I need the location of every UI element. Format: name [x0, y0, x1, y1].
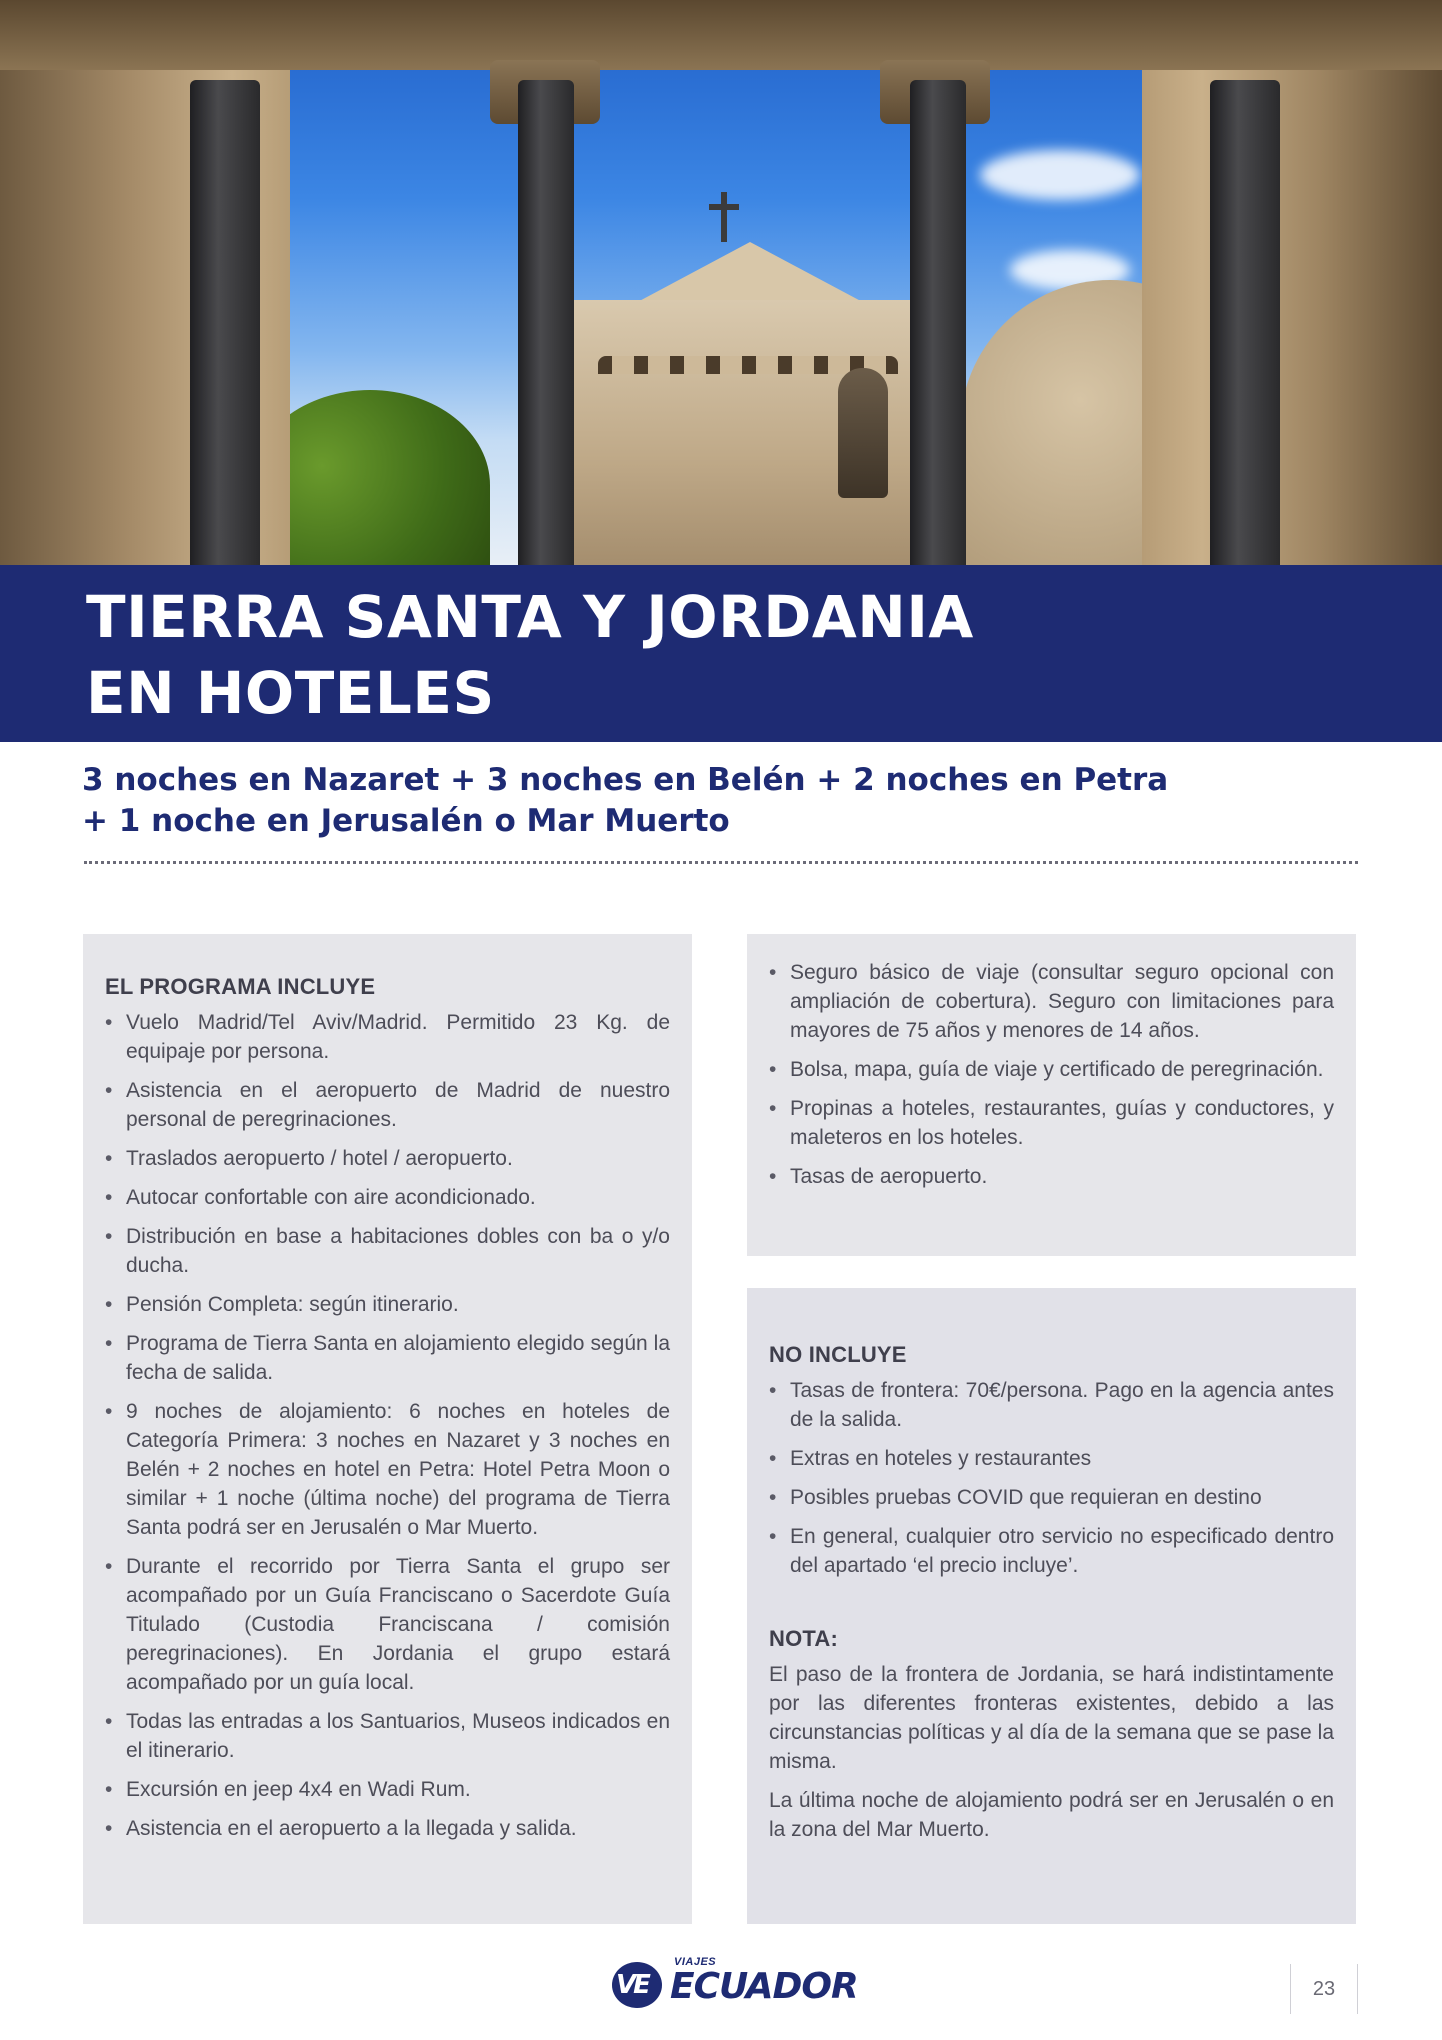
list-item: • En general, cualquier otro servicio no especificado dentro del apartado ‘el precio incluye’.	[769, 1522, 1334, 1580]
includes-heading: EL PROGRAMA INCLUYE	[105, 974, 376, 999]
list-item: • Extras en hoteles y restaurantes	[769, 1444, 1334, 1473]
includes-continued-list	[769, 958, 1334, 1191]
cloister-wall-right	[1142, 0, 1442, 565]
list-item: • Durante el recorrido por Tierra Santa el grupo ser acompañado por un Guía Franciscano o Sacerdote Guía Titulado (Custodia Franciscana / comisión peregrinaciones). En Jordania el grupo estará acompañado por un guía local.	[105, 1552, 670, 1697]
list-item: • Pensión Completa: según itinerario.	[105, 1290, 670, 1319]
list-item: • Tasas de frontera: 70€/persona. Pago en la agencia antes de la salida.	[769, 1376, 1334, 1434]
column	[518, 80, 574, 565]
includes-continued-box	[747, 934, 1356, 1256]
column	[1210, 80, 1280, 565]
list-item: • Vuelo Madrid/Tel Aviv/Madrid. Permitido 23 Kg. de equipaje por persona.	[105, 1008, 670, 1066]
list-item: • Autocar confortable con aire acondicionado.	[105, 1183, 670, 1212]
logo-big-text: ECUADOR	[670, 1966, 858, 2007]
includes-box	[83, 934, 692, 1924]
church-facade	[560, 300, 960, 565]
cloister-lintel	[0, 0, 1442, 70]
subtitle-line-2: + 1 noche en Jerusalén o Mar Muerto	[82, 803, 730, 839]
dotted-divider	[84, 861, 1358, 864]
list-item: • Traslados aeropuerto / hotel / aeropuerto.	[105, 1144, 670, 1173]
logo-mark-text: VE	[616, 1970, 648, 2000]
list-item: • 9 noches de alojamiento: 6 noches en hoteles de Categoría Primera: 3 noches en Nazaret y 3 noches en Belén + 2 noches en hotel en Petra: Hotel Petra Moon o similar + 1 noche (última noche) del programa de Tierra Santa podrá ser en Jerusalén o Mar Muerto.	[105, 1397, 670, 1542]
page-number: 23	[1290, 1964, 1358, 2014]
list-item: • Posibles pruebas COVID que requieran en destino	[769, 1483, 1334, 1512]
note-heading: NOTA:	[769, 1626, 839, 1651]
list-item: • Tasas de aeropuerto.	[769, 1162, 1334, 1191]
title-line-1: TIERRA SANTA Y JORDANIA	[86, 583, 974, 651]
column	[190, 80, 260, 565]
page-title	[86, 579, 974, 731]
includes-list	[105, 1008, 670, 1843]
note-paragraph: La última noche de alojamiento podrá ser en Jerusalén o en la zona del Mar Muerto.	[769, 1789, 1334, 1841]
list-item: • Todas las entradas a los Santuarios, Museos indicados en el itinerario.	[105, 1707, 670, 1765]
subtitle-line-1: 3 noches en Nazaret + 3 noches en Belén + 2 noches en Petra	[82, 762, 1169, 798]
list-item: • Propinas a hoteles, restaurantes, guías y conductores, y maleteros en los hoteles.	[769, 1094, 1334, 1152]
logo-mark-icon	[612, 1962, 662, 2008]
list-item: • Programa de Tierra Santa en alojamiento elegido según la fecha de salida.	[105, 1329, 670, 1387]
subtitle	[82, 760, 1362, 842]
cross-icon-bar	[709, 204, 739, 210]
cloud	[980, 150, 1140, 200]
list-item: • Excursión en jeep 4x4 en Wadi Rum.	[105, 1775, 670, 1804]
list-item: • Seguro básico de viaje (consultar seguro opcional con ampliación de cobertura). Seguro con limitaciones para mayores de 75 años y menores de 14 años.	[769, 958, 1334, 1045]
logo-small-text: VIAJES	[674, 1956, 717, 1968]
note-paragraph: El paso de la frontera de Jordania, se hará indistintamente por las diferentes fronteras existentes, debido a las circunstancias políticas y al día de la semana que se pase la misma.	[769, 1663, 1334, 1773]
title-line-2: EN HOTELES	[86, 659, 495, 727]
title-banner	[0, 565, 1442, 742]
list-item: • Asistencia en el aeropuerto a la llegada y salida.	[105, 1814, 670, 1843]
not-included-box	[747, 1288, 1356, 1924]
viajes-ecuador-logo	[612, 1956, 858, 2014]
cross-icon	[721, 192, 727, 242]
hero-photo	[0, 0, 1442, 565]
list-item: • Bolsa, mapa, guía de viaje y certificado de peregrinación.	[769, 1055, 1334, 1084]
column	[910, 80, 966, 565]
not-included-heading: NO INCLUYE	[769, 1342, 907, 1367]
list-item: • Distribución en base a habitaciones dobles con ba o y/o ducha.	[105, 1222, 670, 1280]
statue	[838, 368, 888, 498]
list-item: • Asistencia en el aeropuerto de Madrid de nuestro personal de peregrinaciones.	[105, 1076, 670, 1134]
not-included-list	[769, 1376, 1334, 1580]
